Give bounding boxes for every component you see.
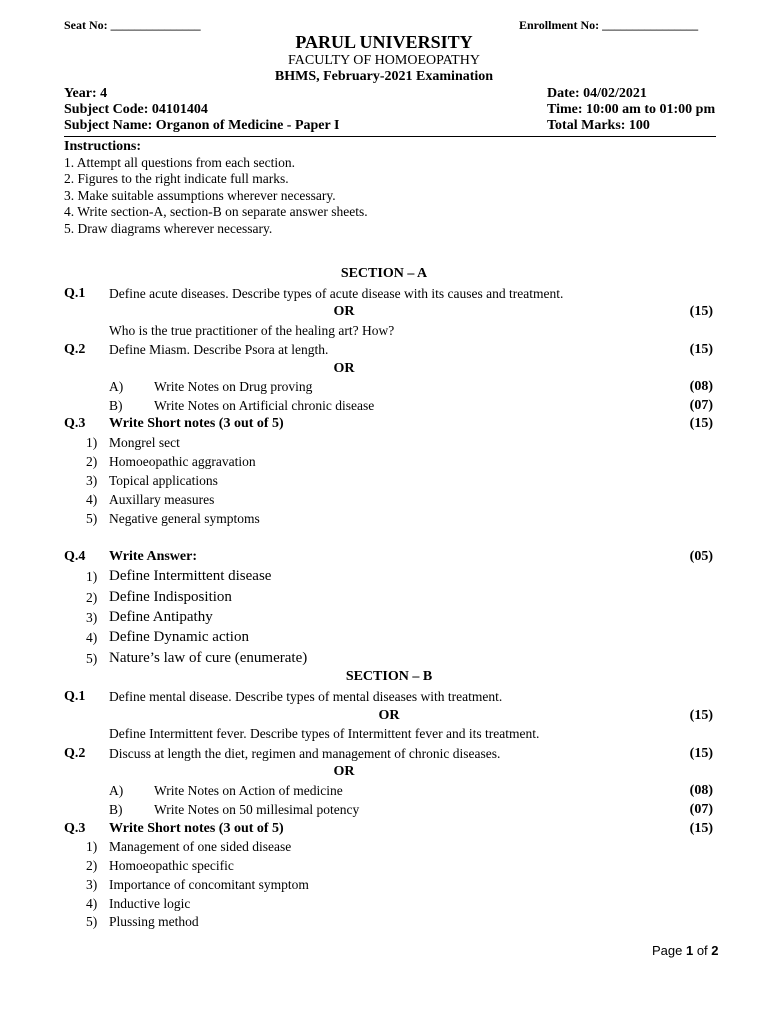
list-item: Define Intermittent disease: [109, 568, 272, 584]
question-text: Define acute diseases. Describe types of acute disease with its causes and treatment.: [109, 286, 564, 301]
question-number: Q.1: [64, 286, 86, 301]
page-word: Page: [652, 943, 686, 958]
instruction-item: 4. Write section-A, section-B on separate answer sheets.: [64, 204, 368, 219]
list-item: Define Indisposition: [109, 589, 232, 605]
subquestion-text: Write Notes on 50 millesimal potency: [154, 802, 360, 817]
university-name: PARUL UNIVERSITY: [295, 32, 473, 52]
question-number: Q.2: [64, 342, 86, 357]
list-item-number: 1): [86, 569, 98, 584]
list-item-number: 2): [86, 454, 98, 469]
question-marks: (15): [689, 708, 713, 723]
list-item: Management of one sided disease: [109, 839, 292, 854]
list-item-number: 5): [86, 914, 98, 929]
instruction-item: 2. Figures to the right indicate full marks.: [64, 171, 289, 186]
or-separator: OR: [378, 708, 400, 723]
list-item: Homoeopathic specific: [109, 858, 234, 873]
question-marks: (15): [689, 342, 713, 357]
question-number: Q.1: [64, 689, 86, 704]
list-item: Topical applications: [109, 473, 218, 488]
question-number: Q.3: [64, 416, 86, 431]
section-a-title: SECTION – A: [340, 266, 428, 281]
seat-no: Seat No: _______________: [64, 18, 201, 32]
list-item-number: 1): [86, 435, 98, 450]
list-item: Define Antipathy: [109, 609, 213, 625]
subquestion-text: Write Notes on Artificial chronic disease: [154, 398, 375, 413]
page-indicator: [652, 943, 719, 958]
question-marks: (15): [689, 746, 713, 761]
list-item-number: 3): [86, 877, 98, 892]
instruction-item: 5. Draw diagrams wherever necessary.: [64, 221, 273, 236]
list-item-number: 4): [86, 492, 98, 507]
subquestion-marks: (08): [689, 783, 713, 798]
list-item-number: 5): [86, 511, 98, 526]
question-text: Write Short notes (3 out of 5): [109, 416, 284, 431]
subject-code: Subject Code: 04101404: [64, 102, 208, 117]
list-item: Importance of concomitant symptom: [109, 877, 309, 892]
subquestion-label: A): [109, 379, 124, 394]
question-alt-text: Define Intermittent fever. Describe types of Intermittent fever and its treatment.: [109, 726, 540, 741]
list-item: Auxillary measures: [109, 492, 215, 507]
question-text: Discuss at length the diet, regimen and management of chronic diseases.: [109, 746, 501, 761]
exam-time: Time: 10:00 am to 01:00 pm: [547, 102, 716, 117]
subquestion-marks: (07): [689, 398, 713, 413]
list-item-number: 4): [86, 896, 98, 911]
subquestion-label: B): [109, 398, 123, 413]
list-item-number: 4): [86, 630, 98, 645]
instruction-item: 1. Attempt all questions from each section.: [64, 155, 295, 170]
total-marks: Total Marks: 100: [547, 118, 650, 133]
list-item: Mongrel sect: [109, 435, 180, 450]
page-total: 2: [711, 943, 719, 958]
question-number: Q.4: [64, 549, 86, 564]
subject-name: Subject Name: Organon of Medicine - Paper I: [64, 118, 340, 133]
page-number: 1: [685, 943, 694, 958]
question-marks: (15): [689, 416, 713, 431]
question-marks: (05): [689, 549, 713, 564]
subquestion-label: B): [109, 802, 123, 817]
subquestion-marks: (08): [689, 379, 713, 394]
section-b-title: SECTION – B: [345, 669, 433, 684]
list-item: Homoeopathic aggravation: [109, 454, 256, 469]
list-item-number: 3): [86, 473, 98, 488]
or-separator: OR: [333, 361, 355, 376]
question-text: Write Short notes (3 out of 5): [109, 821, 284, 836]
subquestion-text: Write Notes on Drug proving: [154, 379, 313, 394]
of-word: of: [693, 943, 712, 958]
subquestion-label: A): [109, 783, 124, 798]
or-separator: OR: [333, 764, 355, 779]
question-text: Define mental disease. Describe types of mental diseases with treatment.: [109, 689, 503, 704]
subquestion-text: Write Notes on Action of medicine: [154, 783, 343, 798]
or-separator: OR: [333, 304, 355, 319]
question-alt-text: Who is the true practitioner of the healing art? How?: [109, 323, 395, 338]
question-text: Write Answer:: [109, 549, 197, 564]
list-item-number: 5): [86, 651, 98, 666]
list-item: Nature’s law of cure (enumerate): [109, 650, 308, 666]
subquestion-marks: (07): [689, 802, 713, 817]
enrollment-no: Enrollment No: ________________: [519, 18, 699, 32]
list-item: Negative general symptoms: [109, 511, 260, 526]
question-number: Q.3: [64, 821, 86, 836]
year: Year: 4: [64, 86, 108, 101]
question-text: Define Miasm. Describe Psora at length.: [109, 342, 329, 357]
faculty-name: FACULTY OF HOMOEOPATHY: [288, 53, 480, 68]
list-item: Define Dynamic action: [109, 629, 249, 645]
list-item: Inductive logic: [109, 896, 191, 911]
question-marks: (15): [689, 304, 713, 319]
list-item: Plussing method: [109, 914, 199, 929]
instructions-title: Instructions:: [64, 139, 142, 154]
list-item-number: 2): [86, 590, 98, 605]
exam-date: Date: 04/02/2021: [547, 86, 647, 101]
list-item-number: 1): [86, 839, 98, 854]
question-number: Q.2: [64, 746, 86, 761]
instruction-item: 3. Make suitable assumptions wherever necessary.: [64, 188, 336, 203]
header-divider: [64, 136, 716, 137]
list-item-number: 3): [86, 610, 98, 625]
question-marks: (15): [689, 821, 713, 836]
list-item-number: 2): [86, 858, 98, 873]
exam-name: BHMS, February-2021 Examination: [274, 69, 494, 84]
